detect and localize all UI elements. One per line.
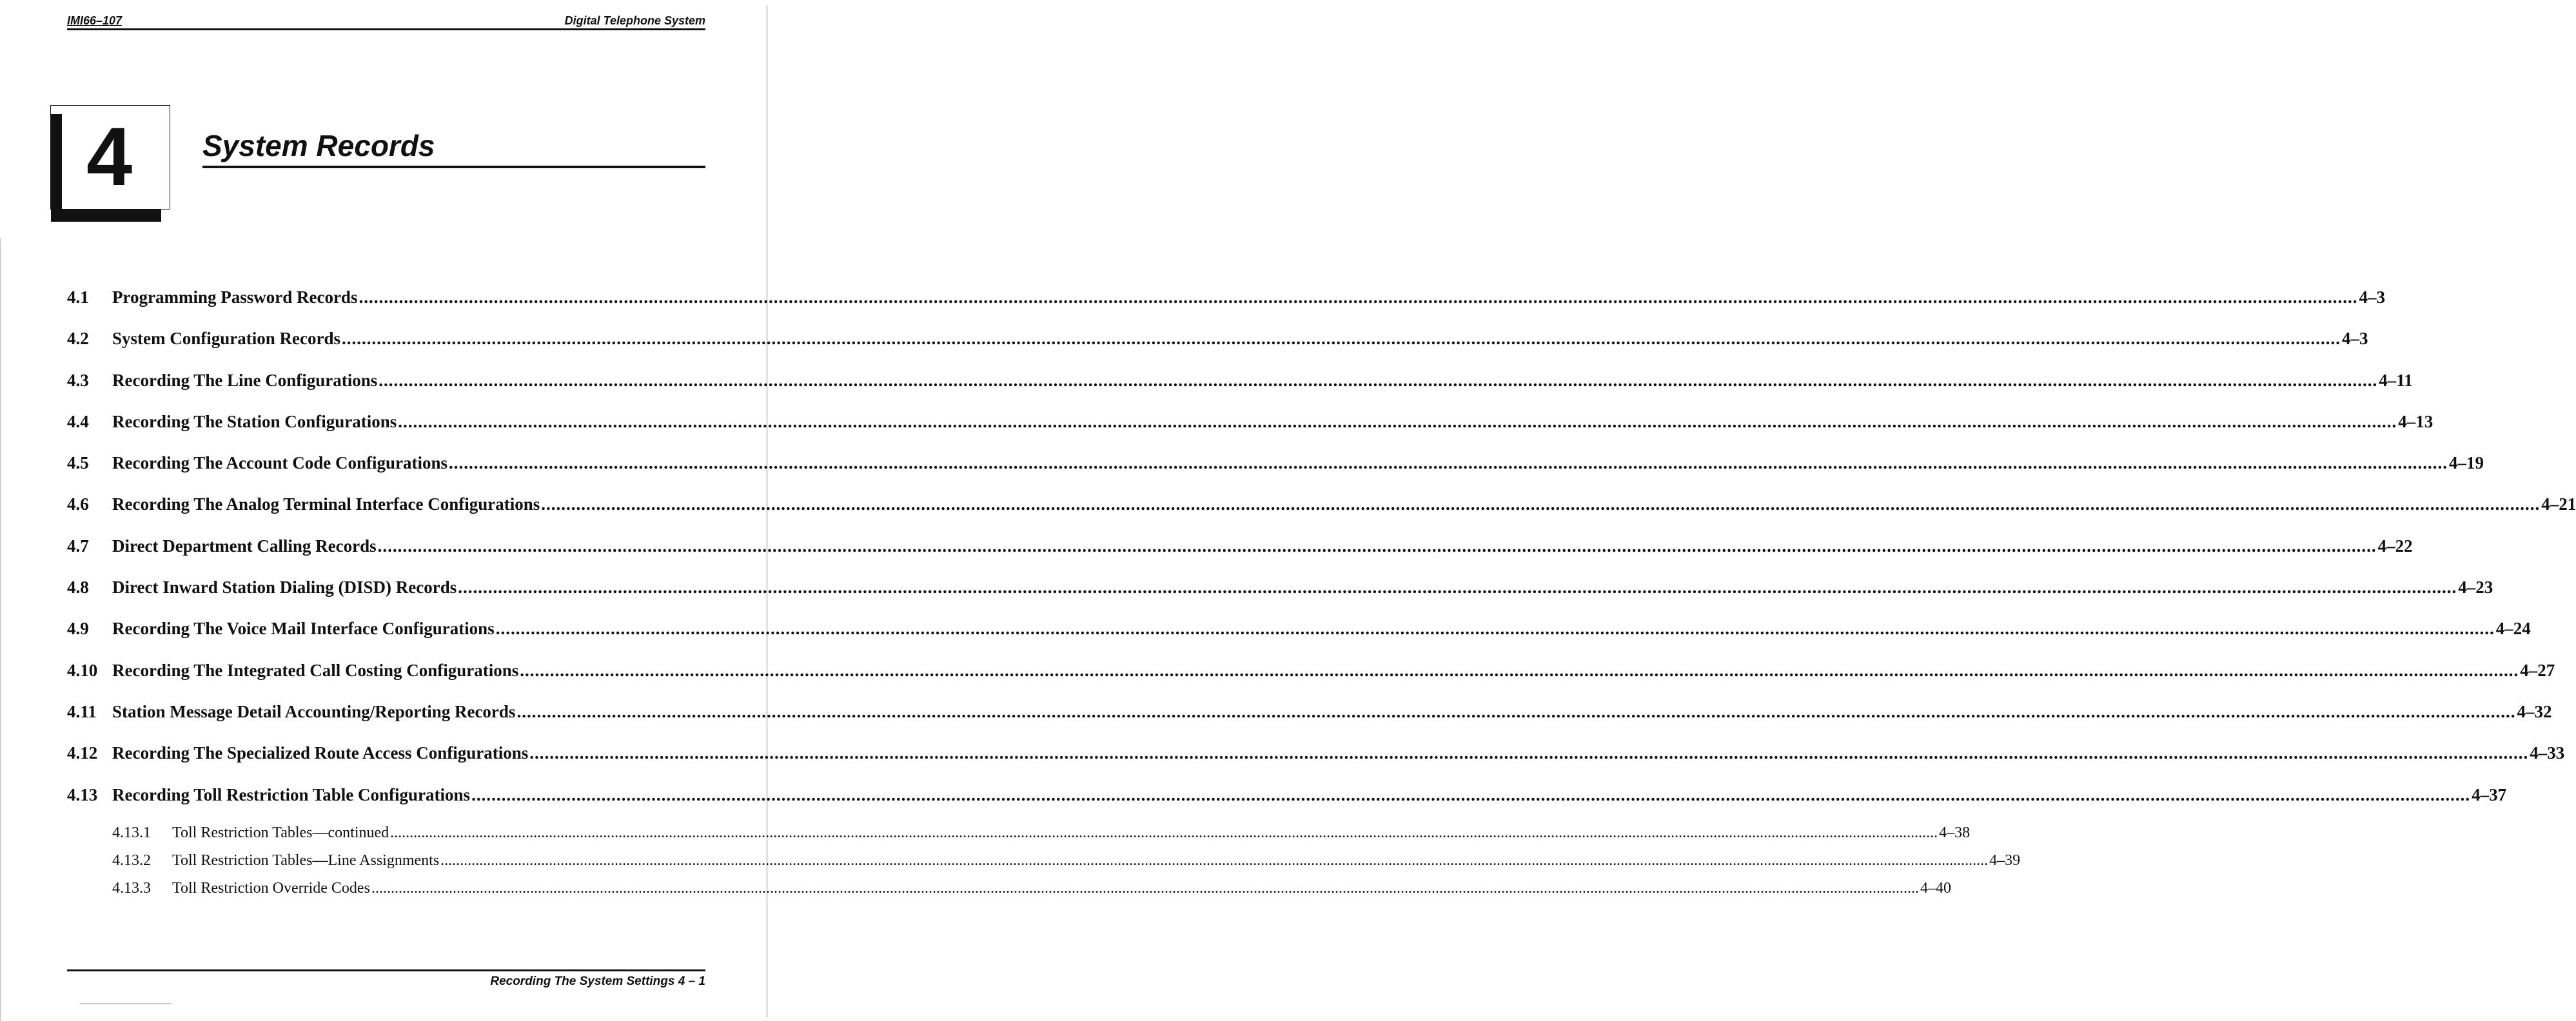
entry-page: 4–32: [2517, 701, 2552, 721]
toc-entry[interactable]: [67, 406, 2433, 447]
entry-page: 4–33: [2530, 743, 2565, 763]
entry-title: Recording Toll Restriction Table Configurations: [112, 784, 471, 804]
subtoc-entry[interactable]: [112, 875, 1951, 903]
entry-title: Programming Password Records: [112, 287, 358, 307]
toc-entry[interactable]: [67, 282, 2385, 323]
toc-entry[interactable]: [67, 737, 2565, 779]
toc-entry[interactable]: [67, 530, 2413, 572]
entry-number: 4.3: [67, 370, 89, 390]
entry-page: 4–27: [2520, 660, 2555, 680]
footer-rule: [67, 969, 705, 971]
dot-leader: ................................................................................................................................................................................................................................................................................................................................................................................................................: [495, 619, 2495, 639]
entry-title: Recording The Account Code Configurations: [112, 453, 448, 473]
entry-page: 4–21: [2541, 494, 2576, 514]
page-header: [67, 13, 705, 30]
entry-title: Station Message Detail Accounting/Reporting Records: [112, 701, 516, 721]
dot-leader: ................................................................................................................................................................................................................................................................................................................................................................................................................: [359, 287, 2358, 307]
toc-entry[interactable]: [67, 572, 2493, 613]
chapter-title: System Records: [202, 129, 435, 162]
toc-entry[interactable]: [67, 655, 2555, 696]
subtoc-entry[interactable]: [112, 820, 1971, 848]
system-name: Digital Telephone System: [564, 14, 705, 27]
entry-number: 4.5: [67, 453, 89, 473]
entry-page: 4–3: [2359, 287, 2385, 307]
entry-title: System Configuration Records: [112, 329, 340, 349]
entry-title: Toll Restriction Tables—Line Assignments: [172, 852, 440, 869]
entry-number: 4.7: [67, 536, 89, 556]
dot-leader: ................................................................................................................................................................................................................................................................................................................................................................................................................: [541, 494, 2541, 514]
entry-title: Recording The Analog Terminal Interface Configurations: [112, 494, 540, 514]
entry-page: 4–22: [2377, 536, 2413, 556]
dot-leader: ................................................................................................................................................................................................................................................................................................................................................................................................................: [379, 370, 2378, 390]
entry-title: Recording The Integrated Call Costing Configurations: [112, 660, 519, 680]
entry-page: 4–23: [2458, 578, 2493, 598]
entry-number: 4.13: [67, 784, 98, 804]
dot-leader: ................................................................................................................................................................................................................................................................................................................................................................................................................: [471, 784, 2471, 804]
entry-number: 4.9: [67, 619, 89, 639]
entry-page: 4–37: [2472, 784, 2507, 804]
entry-number: 4.1: [67, 287, 89, 307]
dot-leader: ................................................................................................................................................................................................................................................................................................................................................................................................................: [440, 852, 1989, 869]
toc-entry[interactable]: [67, 323, 2368, 364]
entry-number: 4.8: [67, 578, 89, 598]
toc-entry[interactable]: [67, 696, 2552, 737]
entry-page: 4–38: [1939, 824, 1971, 841]
toc-entry[interactable]: [67, 489, 2576, 530]
entry-number: 4.11: [67, 701, 97, 721]
entry-page: 4–3: [2341, 329, 2368, 349]
entry-title: Recording The Specialized Route Access Configurations: [112, 743, 529, 763]
title-underline: [202, 166, 705, 168]
entry-number: 4.13.2: [112, 852, 151, 869]
entry-number: 4.13.1: [112, 824, 151, 841]
entry-number: 4.2: [67, 329, 89, 349]
toc-entry[interactable]: [67, 365, 2413, 406]
entry-page: 4–13: [2398, 411, 2433, 431]
chapter-number-box: [50, 105, 170, 209]
dot-leader: ................................................................................................................................................................................................................................................................................................................................................................................................................: [529, 743, 2529, 763]
dot-leader: ................................................................................................................................................................................................................................................................................................................................................................................................................: [377, 536, 2377, 556]
entry-title: Direct Inward Station Dialing (DISD) Records: [112, 578, 457, 598]
box-shadow-left: [51, 114, 62, 209]
entry-title: Toll Restriction Tables—continued: [172, 824, 389, 841]
dot-leader: ................................................................................................................................................................................................................................................................................................................................................................................................................: [398, 411, 2397, 431]
entry-title: Recording The Voice Mail Interface Configurations: [112, 619, 495, 639]
chapter-number: 4: [86, 111, 133, 203]
subtoc-entry[interactable]: [112, 848, 2021, 875]
dot-leader: ................................................................................................................................................................................................................................................................................................................................................................................................................: [449, 453, 2448, 473]
entry-number: 4.4: [67, 411, 89, 431]
entry-page: 4–39: [1989, 852, 2021, 869]
dot-leader: ................................................................................................................................................................................................................................................................................................................................................................................................................: [516, 701, 2516, 721]
table-of-contents: [67, 282, 2576, 821]
entry-number: 4.10: [67, 660, 98, 680]
entry-title: Toll Restriction Override Codes: [172, 880, 370, 897]
doc-id: IMI66–107: [67, 14, 123, 27]
entry-number: 4.12: [67, 743, 98, 763]
dot-leader: ................................................................................................................................................................................................................................................................................................................................................................................................................: [458, 578, 2457, 598]
dot-leader: ................................................................................................................................................................................................................................................................................................................................................................................................................: [390, 824, 1938, 841]
entry-page: 4–11: [2379, 370, 2413, 390]
left-margin-line: [0, 238, 1, 1021]
entry-page: 4–24: [2495, 619, 2531, 639]
dot-leader: ................................................................................................................................................................................................................................................................................................................................................................................................................: [371, 880, 1919, 897]
entry-page: 4–40: [1920, 880, 1951, 897]
entry-page: 4–19: [2449, 453, 2484, 473]
entry-title: Direct Department Calling Records: [112, 536, 377, 556]
dot-leader: ................................................................................................................................................................................................................................................................................................................................................................................................................: [341, 329, 2341, 349]
box-shadow-bottom: [51, 209, 161, 222]
entry-title: Recording The Station Configurations: [112, 411, 397, 431]
sub-table-of-contents: [112, 820, 2021, 903]
toc-entry[interactable]: [67, 613, 2531, 654]
entry-number: 4.13.3: [112, 880, 151, 897]
entry-number: 4.6: [67, 494, 89, 514]
dot-leader: ................................................................................................................................................................................................................................................................................................................................................................................................................: [520, 660, 2519, 680]
toc-entry[interactable]: [67, 779, 2507, 821]
toc-entry[interactable]: [67, 447, 2484, 489]
page-footer: Recording The System Settings 4 – 1: [490, 975, 705, 988]
entry-title: Recording The Line Configurations: [112, 370, 378, 390]
